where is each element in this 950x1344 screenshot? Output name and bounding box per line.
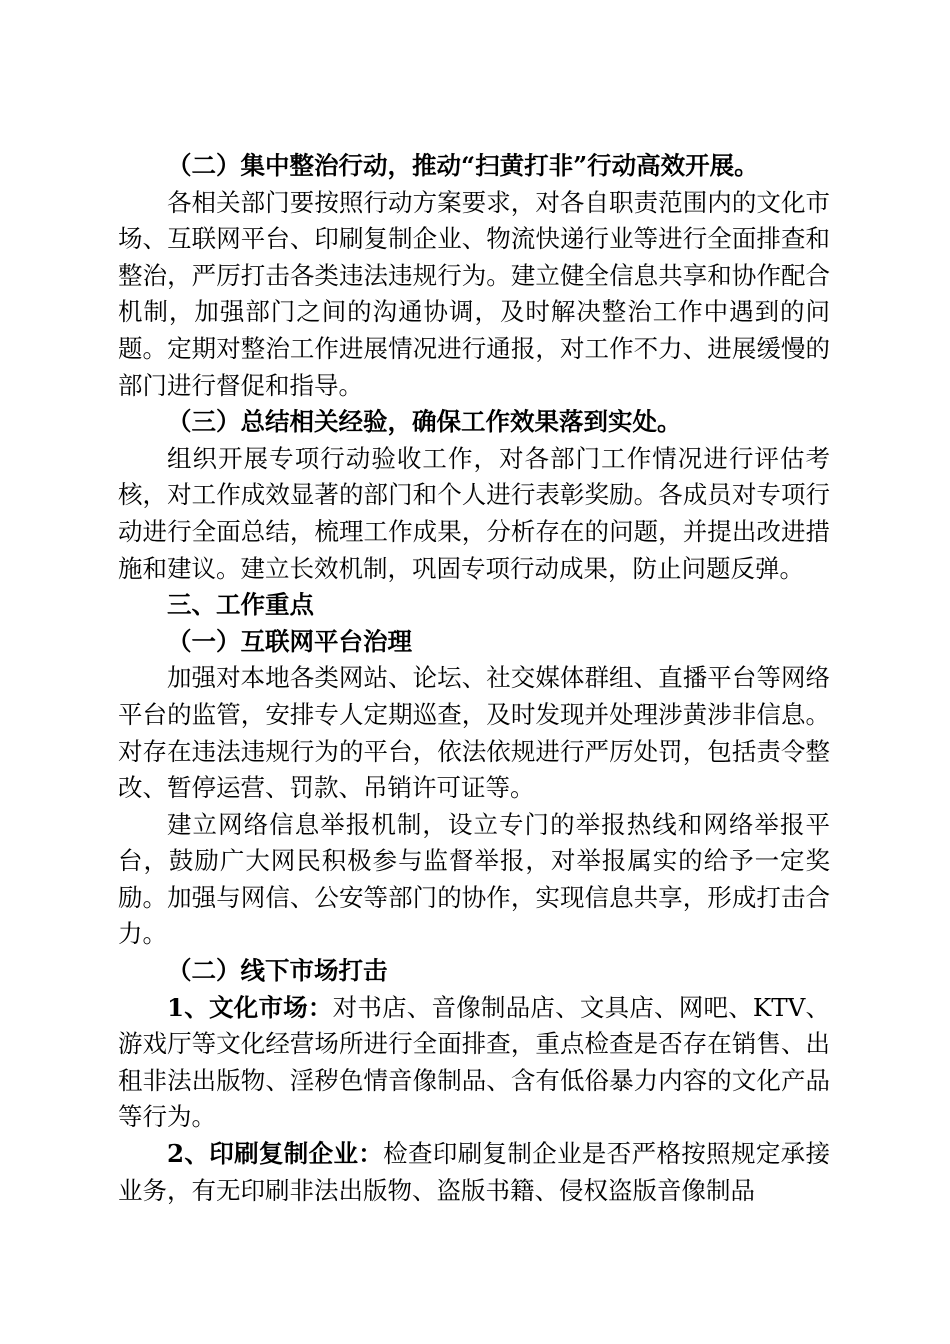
list-item-lead: 2、印刷复制企业： [167,1139,384,1169]
body-paragraph: 建立网络信息举报机制，设立专门的举报热线和网络举报平台，鼓励广大网民积极参与监督举报，对举报属实的给予一定奖励。加强与网信、公安等部门的协作，实现信息共享，形成打击合力。 [118,809,830,949]
list-paragraph [118,990,830,1136]
list-item-text: 对书店、音像制品店、文具店、网吧、KTV、游戏厅等文化经营场所进行全面排查，重点检查是否存在销售、出租非法出版物、淫秽色情音像制品、含有低俗暴力内容的文化产品等行为。 [118,992,830,1132]
body-paragraph: 加强对本地各类网站、论坛、社交媒体群组、直播平台等网络平台的监管，安排专人定期巡查，及时发现并处理涉黄涉非信息。对存在违法违规行为的平台，依法依规进行严厉处罚，包括责令整改、暂停运营、罚款、吊销许可证等。 [118,663,830,803]
list-paragraph [118,1136,830,1209]
section-heading: （二）线下市场打击 [167,956,388,986]
list-item-lead: 1、文化市场： [167,992,333,1022]
section-heading: （三）总结相关经验，确保工作效果落到实处。 [167,407,682,437]
body-paragraph: 各相关部门要按照行动方案要求，对各自职责范围内的文化市场、互联网平台、印刷复制企业、物流快递行业等进行全面排查和整治，严厉打击各类违法违规行为。建立健全信息共享和协作配合机制，加强部门之间的沟通协调，及时解决整治工作中遇到的问题。定期对整治工作进展情况进行通报，对工作不力、进展缓慢的部门进行督促和指导。 [118,187,830,400]
chapter-heading: 三、工作重点 [167,590,314,620]
document-page [118,148,830,1209]
section-heading: （二）集中整治行动，推动“扫黄打非”行动高效开展。 [167,151,759,180]
section-heading: （一）互联网平台治理 [167,626,412,656]
body-paragraph: 组织开展专项行动验收工作，对各部门工作情况进行评估考核，对工作成效显著的部门和个人进行表彰奖励。各成员对专项行动进行全面总结，梳理工作成果，分析存在的问题，并提出改进措施和建议。建立长效机制，巩固专项行动成果，防止问题反弹。 [118,443,830,583]
list-item-text: 检查印刷复制企业是否严格按照规定承接业务，有无印刷非法出版物、盗版书籍、侵权盗版音像制品 [118,1139,831,1205]
